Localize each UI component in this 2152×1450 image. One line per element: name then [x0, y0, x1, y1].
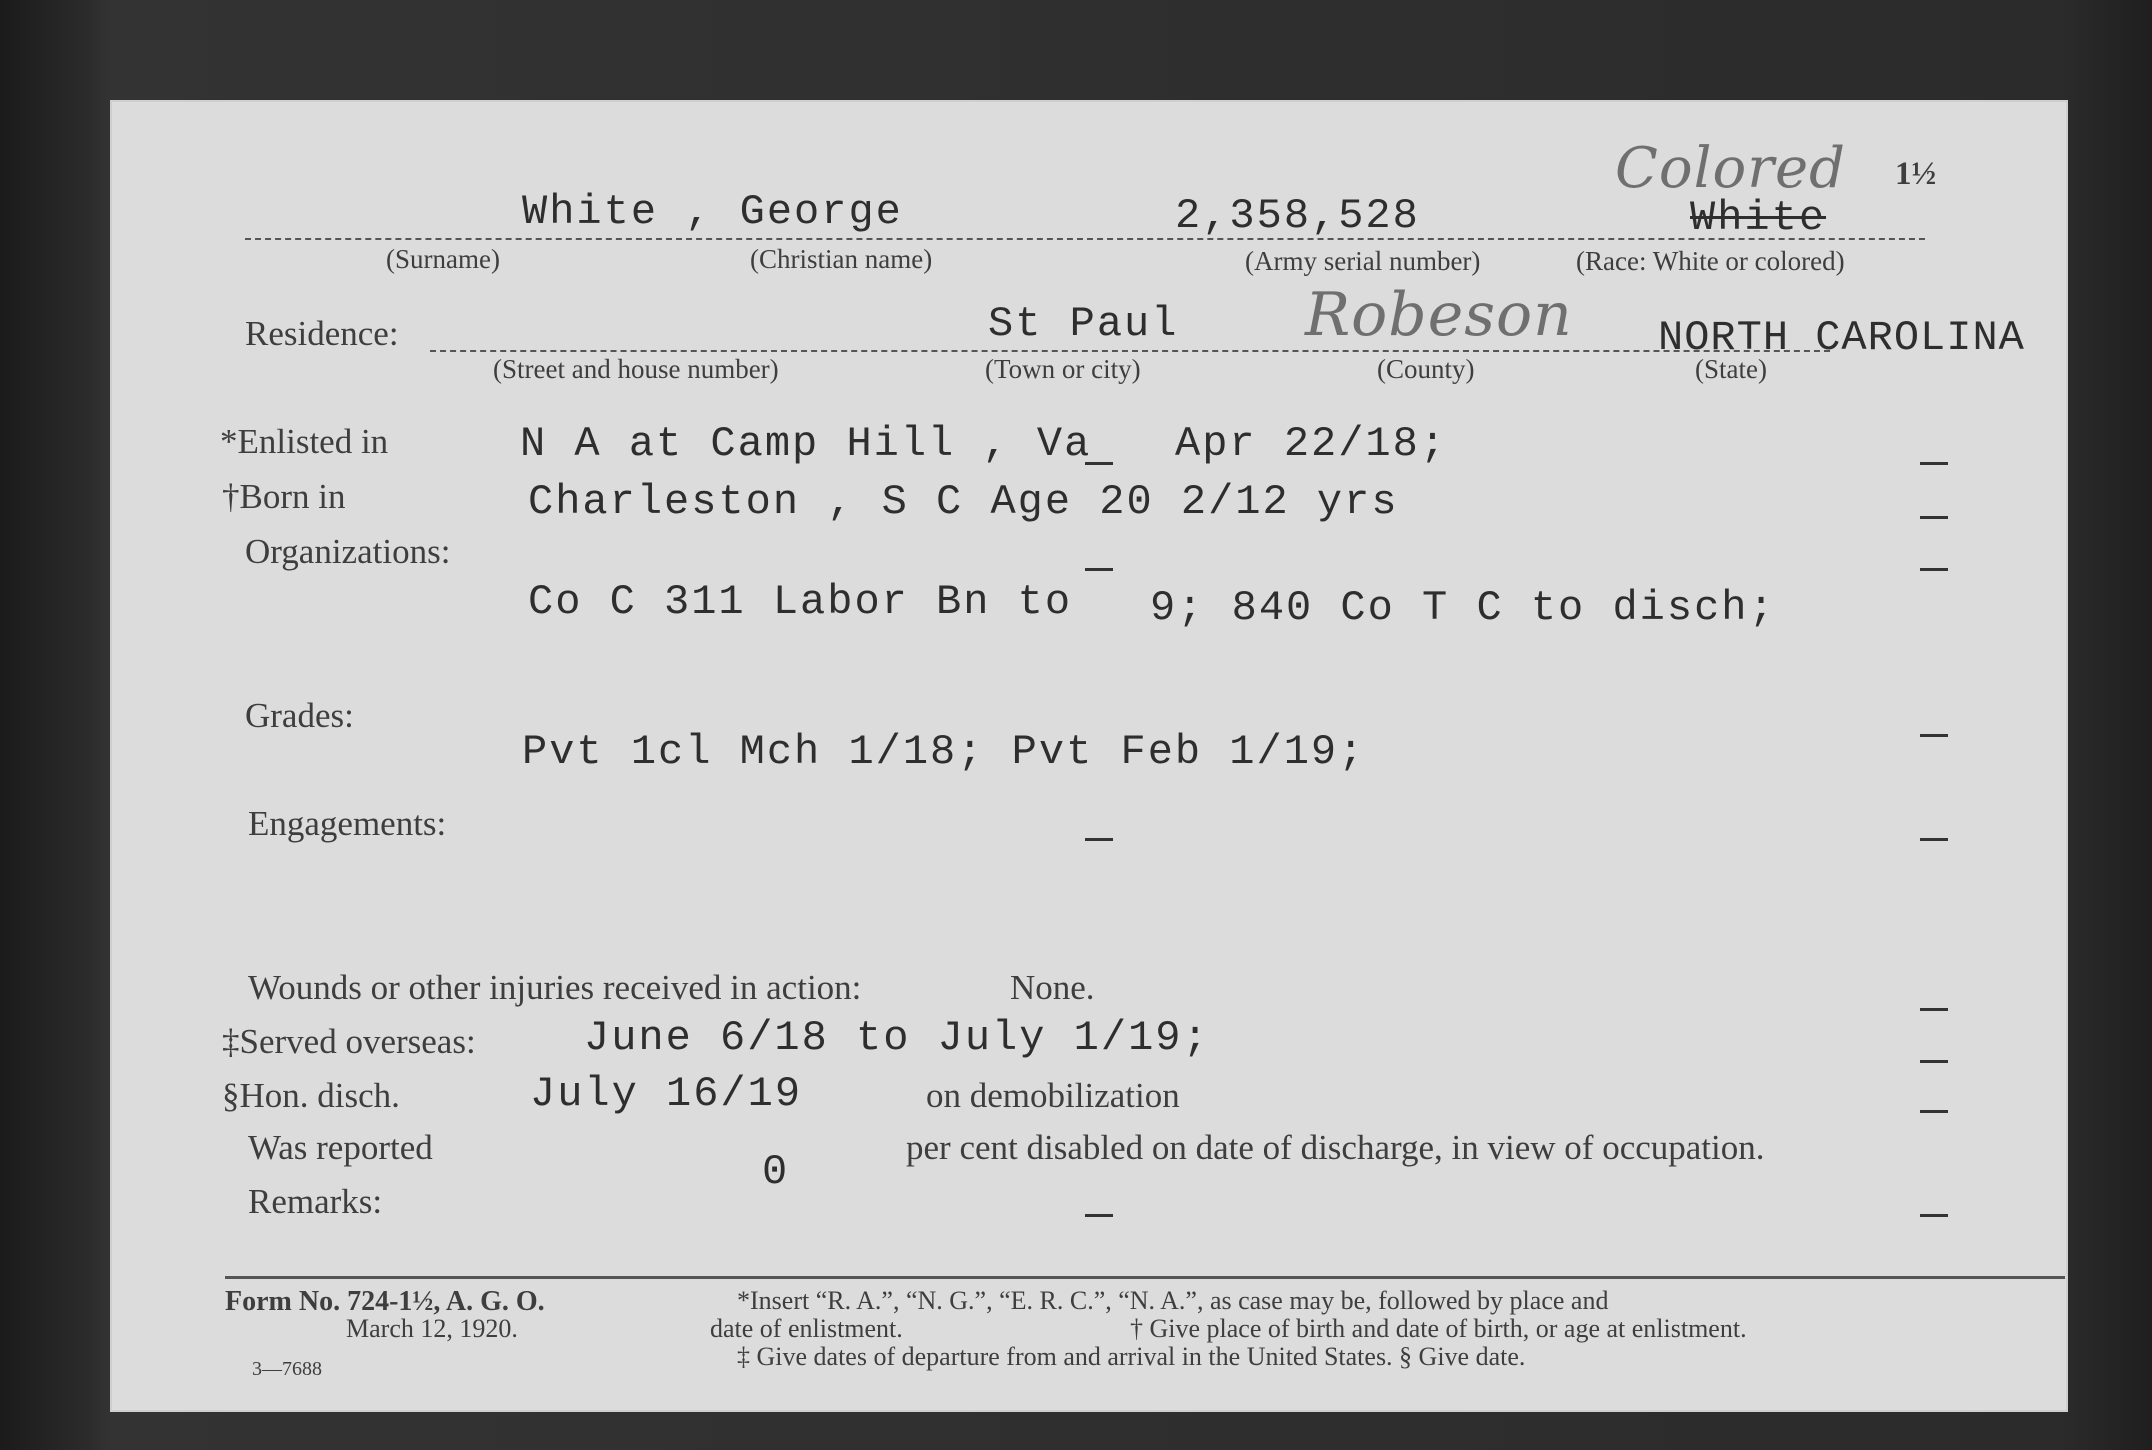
enlisted-label: *Enlisted in — [220, 422, 389, 461]
street-label: (Street and house number) — [493, 354, 779, 384]
county-label: (County) — [1377, 354, 1475, 384]
remarks-end-dash — [1920, 1214, 1948, 1217]
enlisted-value: N A at Camp Hill , Va — [520, 420, 1092, 468]
serial-number-label: (Army serial number) — [1245, 246, 1481, 276]
service-record-card — [110, 100, 2068, 1412]
remarks-label: Remarks: — [248, 1182, 383, 1221]
born-end-dash — [1920, 516, 1948, 519]
wounds-end-dash — [1920, 1008, 1948, 1011]
serial-number-value: 2,358,528 — [1175, 192, 1420, 240]
footer-rule — [225, 1276, 2065, 1279]
print-code: 3—7688 — [252, 1358, 322, 1380]
surname-label: (Surname) — [386, 244, 500, 274]
residence-label: Residence: — [245, 314, 399, 353]
wounds-label: Wounds or other injuries received in action: — [248, 968, 862, 1007]
fraction-mark: 1½ — [1895, 156, 1937, 192]
engagements-dash — [1085, 838, 1113, 841]
overseas-end-dash — [1920, 1060, 1948, 1063]
surname-christian-value: White , George — [522, 188, 903, 236]
served-overseas-value: June 6/18 to July 1/19; — [584, 1014, 1210, 1062]
form-date: March 12, 1920. — [346, 1314, 518, 1343]
town-label: (Town or city) — [985, 354, 1141, 384]
organizations-value-continued: 9; 840 Co T C to disch; — [1150, 584, 1776, 632]
enlisted-dash — [1085, 462, 1113, 465]
grades-value: Pvt 1cl Mch 1/18; Pvt Feb 1/19; — [522, 728, 1366, 776]
form-number: Form No. 724-1½, A. G. O. — [225, 1286, 545, 1317]
grades-label: Grades: — [245, 696, 354, 735]
hon-disch-end-dash — [1920, 1110, 1948, 1113]
footnote-line-2a: date of enlistment. — [710, 1314, 903, 1343]
state-label: (State) — [1695, 354, 1767, 384]
disabled-percent-value: 0 — [762, 1148, 790, 1196]
footnote-line-3: ‡ Give dates of departure from and arrival in the United States. § Give date. — [737, 1342, 1526, 1371]
engagements-end-dash — [1920, 838, 1948, 841]
hon-disch-value: July 16/19 — [530, 1070, 803, 1118]
born-value: Charleston , S C Age 20 2/12 yrs — [528, 478, 1399, 526]
race-label: (Race: White or colored) — [1576, 246, 1845, 276]
state-value: NORTH CAROLINA — [1658, 314, 2025, 362]
enlisted-date: Apr 22/18; — [1175, 420, 1448, 468]
hon-disch-label: §Hon. disch. — [222, 1076, 400, 1115]
footnote-line-2b: † Give place of birth and date of birth, or age at enlistment. — [1130, 1314, 1747, 1343]
residence-rule — [430, 350, 1830, 352]
was-reported-label: Was reported — [248, 1128, 433, 1167]
wounds-value: None. — [1010, 968, 1095, 1007]
race-typed-value: White — [1690, 194, 1827, 242]
organizations-end-dash — [1920, 568, 1948, 571]
town-value: St Paul — [988, 300, 1179, 348]
footnote-line-1: *Insert “R. A.”, “N. G.”, “E. R. C.”, “N. A.”, as case may be, followed by place and — [737, 1286, 1609, 1315]
organizations-label: Organizations: — [245, 532, 451, 571]
organizations-value: Co C 311 Labor Bn to — [528, 578, 1073, 626]
christian-name-label: (Christian name) — [750, 244, 933, 274]
race-handwritten-value: Colored — [1615, 136, 1846, 201]
served-overseas-label: ‡Served overseas: — [222, 1022, 476, 1061]
organizations-dash — [1085, 568, 1113, 571]
engagements-label: Engagements: — [248, 804, 447, 843]
county-handwritten-value: Robeson — [1305, 280, 1573, 350]
remarks-dash — [1085, 1214, 1113, 1217]
born-label: †Born in — [222, 477, 346, 516]
hon-disch-reason: on demobilization — [926, 1076, 1180, 1115]
grades-end-dash — [1920, 734, 1948, 737]
enlisted-end-dash — [1920, 462, 1948, 465]
was-reported-text: per cent disabled on date of discharge, in view of occupation. — [906, 1128, 1765, 1167]
header-rule — [245, 238, 1925, 240]
